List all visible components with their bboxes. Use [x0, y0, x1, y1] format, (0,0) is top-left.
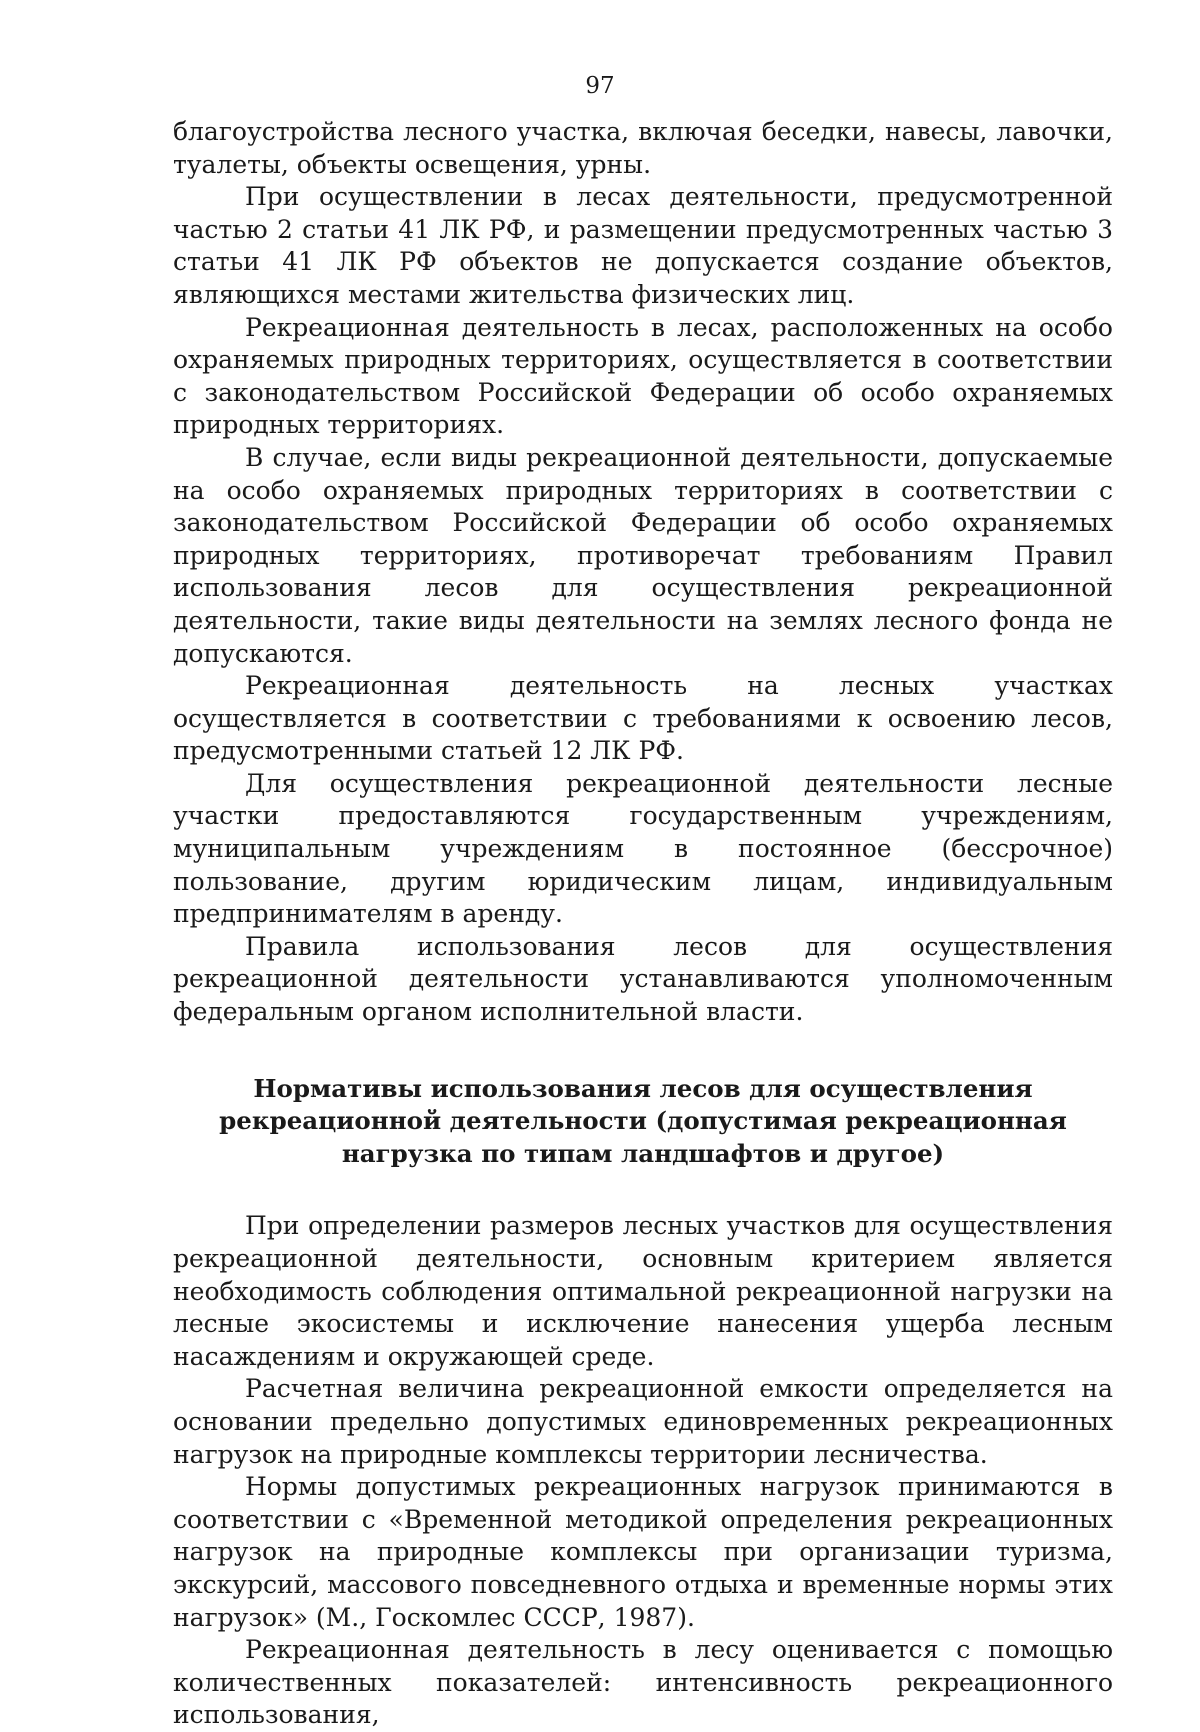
paragraph: Рекреационная деятельность в лесах, расположенных на особо охраняемых природных территориях, осуществляется в соответствии с законодательством Российской Федерации об особо охраняемых природных территориях.	[173, 312, 1113, 440]
paragraph: При определении размеров лесных участков для осуществления рекреационной деятельности, основным критерием является необходимость соблюдения оптимальной рекреационной нагрузки на лесные экосистемы и исключение нанесения ущерба лесным насаждениям и окружающей среде.	[173, 1211, 1113, 1371]
section-heading-line: Нормативы использования лесов для осуществления	[253, 1073, 1033, 1103]
paragraph: Рекреационная деятельность на лесных участках осуществляется в соответствии с требованиями к освоению лесов, предусмотренными статьей 12 ЛК РФ.	[173, 671, 1113, 766]
section-heading-line: рекреационной деятельности (допустимая рекреационная	[219, 1106, 1067, 1136]
paragraph: Для осуществления рекреационной деятельности лесные участки предоставляются государственным учреждениям, муниципальным учреждениям в постоянное (бессрочное) пользование, другим юридическим лицам, индивидуальным предпринимателям в аренду.	[173, 768, 1113, 929]
paragraph: В случае, если виды рекреационной деятельности, допускаемые на особо охраняемых природных территориях в соответствии с законодательством Российской Федерации об особо охраняемых природных территориях, противоречат требованиям Правил использования лесов для осуществления рекреационной деятельности, такие виды деятельности на землях лесного фонда не допускаются.	[173, 442, 1113, 668]
paragraph: Правила использования лесов для осуществления рекреационной деятельности устанавливаются уполномоченным федеральным органом исполнительной власти.	[173, 931, 1113, 1027]
paragraph: Нормы допустимых рекреационных нагрузок принимаются в соответствии с «Временной методикой определения рекреационных нагрузок на природные комплексы при организации туризма, экскурсий, массового повседневного отдыха и временные нормы этих нагрузок» (М., Госкомлес СССР, 1987).	[173, 1472, 1113, 1632]
section-heading-line: нагрузка по типам ландшафтов и другое)	[341, 1138, 945, 1168]
paragraph: Расчетная величина рекреационной емкости определяется на основании предельно допустимых единовременных рекреационных нагрузок на природные комплексы территории лесничества.	[173, 1374, 1113, 1469]
paragraph: Рекреационная деятельность в лесу оценивается с помощью количественных показателей: интенсивность рекреационного использования,	[173, 1635, 1113, 1730]
page-number: 97	[585, 73, 615, 99]
body-text	[173, 116, 1113, 1732]
paragraph: благоустройства лесного участка, включая беседки, навесы, лавочки, туалеты, объекты освещения, урны.	[173, 117, 1113, 179]
paragraph: При осуществлении в лесах деятельности, предусмотренной частью 2 статьи 41 ЛК РФ, и размещении предусмотренных частью 3 статьи 41 ЛК РФ объектов не допускается создание объектов, являющихся местами жительства физических лиц.	[173, 182, 1113, 309]
section-heading	[173, 1073, 1113, 1171]
